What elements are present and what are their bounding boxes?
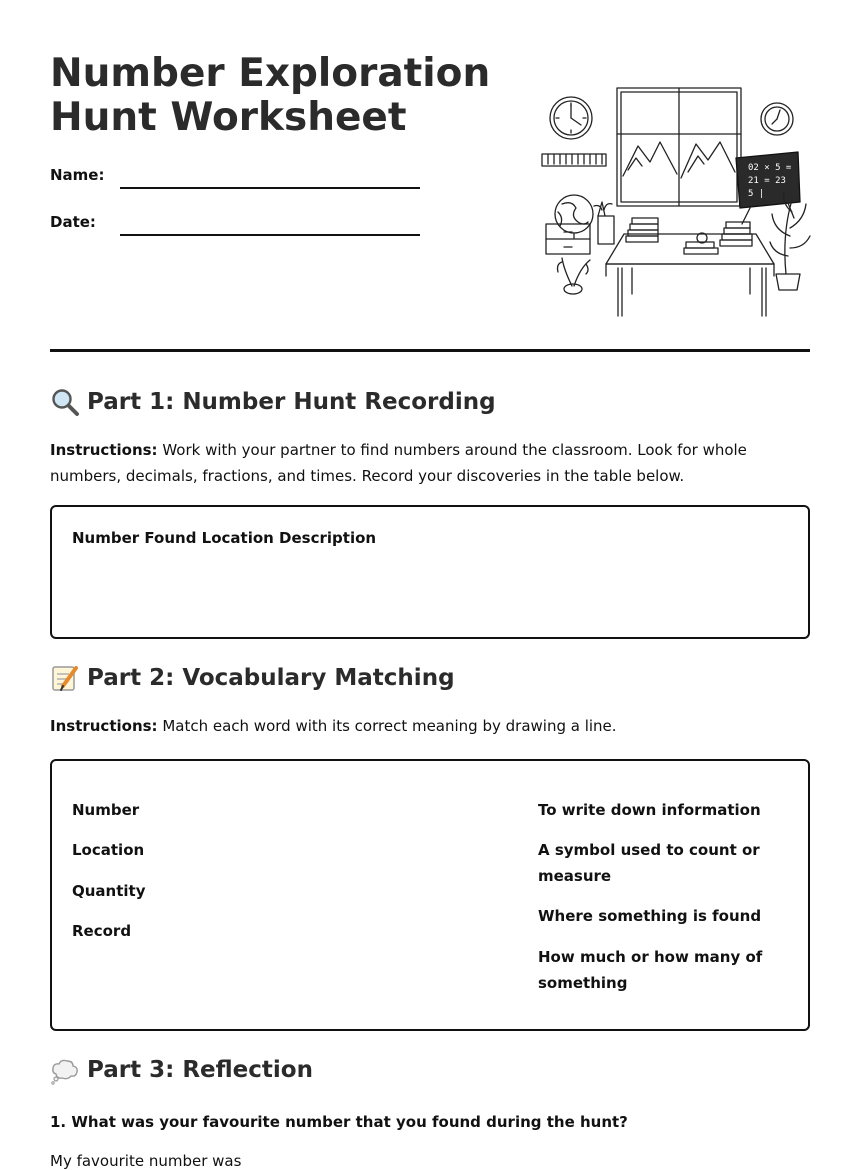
part2-heading <box>50 663 455 693</box>
term-item[interactable]: Location <box>72 841 145 859</box>
wall-clock-right-icon <box>761 103 793 135</box>
definition-item[interactable]: To write down information <box>538 801 761 819</box>
part2-heading-text: Part 2: Vocabulary Matching <box>87 665 455 691</box>
definition-item[interactable]: Where something is found <box>538 907 762 925</box>
window-icon <box>617 88 741 206</box>
wall-clock-left-icon <box>550 97 592 139</box>
part2-instructions-text: Match each word with its correct meaning by drawing a line. <box>157 717 617 735</box>
floor-plant-left-icon <box>558 258 591 294</box>
chalkboard-icon <box>736 152 800 224</box>
board-line-3: 5 | <box>748 189 765 199</box>
part1-heading <box>50 387 496 417</box>
cabinet-icon <box>546 224 590 254</box>
part1-instructions-text: Work with your partner to find numbers around the classroom. Look for whole numbers, decimals, fractions, and times. Record your discoveries in the table below. <box>50 441 747 485</box>
tall-plant-icon <box>770 192 810 290</box>
part2-instructions-label: Instructions: <box>50 717 158 735</box>
name-label: Name: <box>50 166 105 184</box>
number-hunt-table <box>50 505 810 639</box>
date-label: Date: <box>50 213 96 231</box>
board-line-2: 21 = 23 <box>748 176 786 186</box>
term-item[interactable]: Number <box>72 801 140 819</box>
worksheet-title: Number Exploration Hunt Worksheet <box>50 51 491 140</box>
part2-instructions <box>50 713 810 739</box>
part1-instructions <box>50 437 810 489</box>
table-header: Number Found Location Description <box>72 529 377 547</box>
classroom-illustration <box>528 86 812 322</box>
definition-item[interactable]: How much or how many of something <box>538 948 763 992</box>
thought-bubble-icon <box>50 1055 80 1085</box>
book-stacks-icon <box>626 218 752 254</box>
globe-icon <box>555 195 593 238</box>
vocabulary-matching-box <box>50 759 810 1031</box>
header-divider <box>50 349 810 352</box>
reflection-answer-prompt: My favourite number was <box>50 1152 242 1170</box>
definition-item[interactable]: A symbol used to count or measure <box>538 841 760 885</box>
part3-heading-text: Part 3: Reflection <box>87 1057 313 1083</box>
term-item[interactable]: Record <box>72 922 132 940</box>
reflection-question-1: 1. What was your favourite number that you found during the hunt? <box>50 1113 628 1131</box>
name-line[interactable] <box>120 187 420 189</box>
ruler-icon <box>542 154 606 166</box>
magnifier-icon <box>50 387 80 417</box>
part1-instructions-label: Instructions: <box>50 441 158 459</box>
board-line-1: 02 × 5 = <box>748 163 792 173</box>
date-line[interactable] <box>120 234 420 236</box>
term-item[interactable]: Quantity <box>72 882 146 900</box>
part1-heading-text: Part 1: Number Hunt Recording <box>87 389 496 415</box>
memo-icon <box>50 663 80 693</box>
part3-heading <box>50 1055 313 1085</box>
small-plant-icon <box>594 202 614 244</box>
